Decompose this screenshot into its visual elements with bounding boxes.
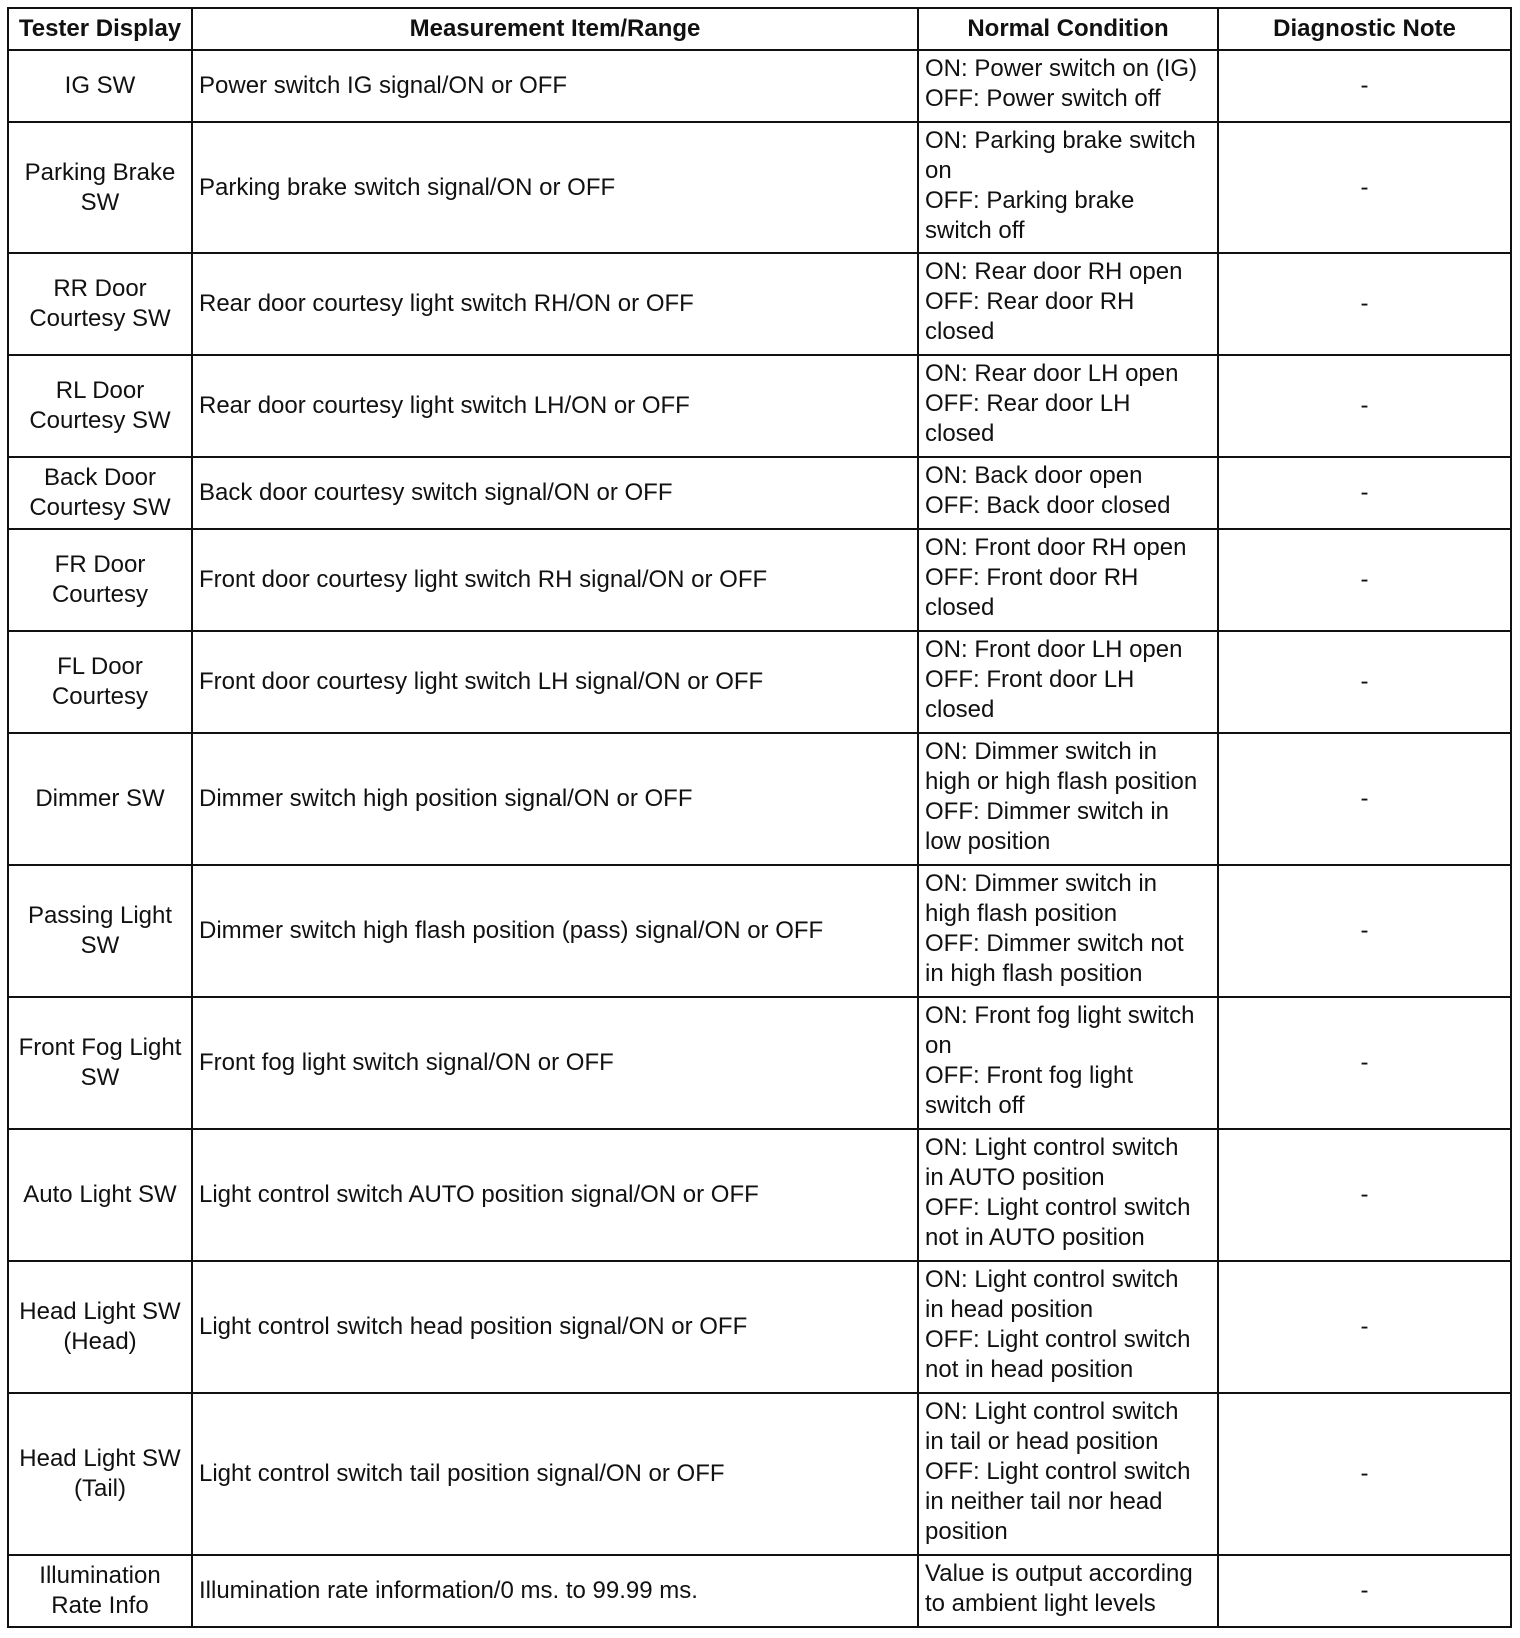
- header-measurement-item: Measurement Item/Range: [192, 8, 918, 50]
- diagnostic-note-cell: -: [1218, 253, 1511, 355]
- table-row: [8, 1261, 1511, 1393]
- measurement-item-cell: Front door courtesy light switch RH signal/ON or OFF: [192, 529, 918, 631]
- condition-line: switch off: [925, 217, 1025, 244]
- condition-line: in tail or head position: [925, 1428, 1159, 1455]
- diagnostic-note-cell: -: [1218, 865, 1511, 997]
- normal-condition-cell: [918, 997, 1218, 1129]
- normal-condition-cell: [918, 733, 1218, 865]
- diagnostic-note-cell: -: [1218, 355, 1511, 457]
- measurement-item-cell: Parking brake switch signal/ON or OFF: [192, 122, 918, 253]
- measurement-item-cell: Light control switch tail position signal/ON or OFF: [192, 1393, 918, 1555]
- condition-line: ON: Back door open: [925, 462, 1143, 489]
- condition-line: OFF: Rear door RH: [925, 288, 1135, 315]
- header-diagnostic-note: Diagnostic Note: [1218, 8, 1511, 50]
- diagnostic-note-cell: -: [1218, 1261, 1511, 1393]
- header-normal-condition: Normal Condition: [918, 8, 1218, 50]
- display-line: Courtesy: [51, 683, 149, 710]
- tester-display-cell: [8, 1555, 192, 1627]
- condition-line: OFF: Front fog light: [925, 1062, 1134, 1089]
- condition-line: OFF: Dimmer switch not: [925, 930, 1184, 957]
- display-line: RR Door: [53, 275, 147, 302]
- diagnostic-data-table: [7, 7, 1512, 1628]
- condition-line: high or high flash position: [925, 768, 1198, 795]
- condition-line: OFF: Back door closed: [925, 492, 1171, 519]
- normal-condition-cell: [918, 457, 1218, 529]
- condition-line: on: [925, 1032, 952, 1059]
- condition-line: not in head position: [925, 1356, 1134, 1383]
- condition-line: ON: Power switch on (IG): [925, 55, 1198, 82]
- display-line: Head Light SW: [19, 1445, 181, 1472]
- diagnostic-note-cell: -: [1218, 1129, 1511, 1261]
- normal-condition-cell: [918, 122, 1218, 253]
- measurement-item-cell: Front door courtesy light switch LH signal/ON or OFF: [192, 631, 918, 733]
- condition-line: OFF: Power switch off: [925, 85, 1161, 112]
- condition-line: OFF: Light control switch: [925, 1326, 1191, 1353]
- tester-display-cell: [8, 122, 192, 253]
- tester-display-cell: [8, 997, 192, 1129]
- display-line: Auto Light SW: [23, 1181, 177, 1208]
- display-line: IG SW: [64, 72, 136, 99]
- tester-display-cell: [8, 50, 192, 122]
- diagnostic-note-cell: -: [1218, 631, 1511, 733]
- tester-display-cell: [8, 1393, 192, 1555]
- measurement-item-cell: Dimmer switch high flash position (pass) signal/ON or OFF: [192, 865, 918, 997]
- condition-line: Value is output according: [925, 1560, 1193, 1587]
- condition-line: ON: Light control switch: [925, 1398, 1179, 1425]
- measurement-item-cell: Light control switch AUTO position signal/ON or OFF: [192, 1129, 918, 1261]
- display-line: Parking Brake: [24, 158, 176, 186]
- condition-line: OFF: Rear door LH: [925, 390, 1131, 417]
- tester-display-cell: [8, 355, 192, 457]
- condition-line: ON: Parking brake switch: [925, 127, 1196, 154]
- diagnostic-note-cell: -: [1218, 457, 1511, 529]
- condition-line: OFF: Light control switch: [925, 1194, 1191, 1221]
- condition-line: in high flash position: [925, 960, 1143, 987]
- diagnostic-note-cell: -: [1218, 1393, 1511, 1555]
- table-row: [8, 997, 1511, 1129]
- display-line: SW: [80, 1064, 120, 1091]
- condition-line: high flash position: [925, 900, 1118, 927]
- tester-display-cell: [8, 529, 192, 631]
- condition-line: OFF: Front door RH: [925, 564, 1139, 591]
- normal-condition-cell: [918, 253, 1218, 355]
- tester-display-cell: [8, 631, 192, 733]
- display-line: (Head): [63, 1328, 137, 1355]
- display-line: Courtesy: [51, 581, 149, 608]
- normal-condition-cell: [918, 355, 1218, 457]
- table-row: [8, 355, 1511, 457]
- table-row: [8, 457, 1511, 529]
- table-row: [8, 733, 1511, 865]
- tester-display-cell: [8, 1261, 192, 1393]
- display-line: SW: [80, 932, 120, 959]
- measurement-item-cell: Rear door courtesy light switch RH/ON or OFF: [192, 253, 918, 355]
- table-row: [8, 1555, 1511, 1627]
- display-line: RL Door: [55, 377, 145, 404]
- condition-line: closed: [925, 696, 995, 723]
- measurement-item-cell: Rear door courtesy light switch LH/ON or OFF: [192, 355, 918, 457]
- condition-line: ON: Dimmer switch in: [925, 738, 1158, 765]
- display-line: Courtesy SW: [29, 305, 171, 332]
- display-line: SW: [80, 188, 120, 216]
- condition-line: ON: Light control switch: [925, 1134, 1179, 1161]
- condition-line: ON: Light control switch: [925, 1266, 1179, 1293]
- measurement-item-cell: Power switch IG signal/ON or OFF: [192, 50, 918, 122]
- display-line: Back Door: [43, 464, 157, 491]
- display-line: Courtesy SW: [29, 494, 171, 521]
- normal-condition-cell: [918, 529, 1218, 631]
- table-row: [8, 122, 1511, 253]
- condition-line: ON: Rear door RH open: [925, 258, 1183, 285]
- display-line: Passing Light: [27, 902, 173, 929]
- table-row: [8, 50, 1511, 122]
- condition-line: not in AUTO position: [925, 1224, 1145, 1251]
- display-line: Courtesy SW: [29, 407, 171, 434]
- measurement-item-cell: Dimmer switch high position signal/ON or OFF: [192, 733, 918, 865]
- display-line: Illumination: [39, 1562, 161, 1589]
- condition-line: low position: [925, 828, 1051, 855]
- diagnostic-note-cell: -: [1218, 1555, 1511, 1627]
- measurement-item-cell: Light control switch head position signal/ON or OFF: [192, 1261, 918, 1393]
- condition-line: OFF: Light control switch: [925, 1458, 1191, 1485]
- normal-condition-cell: [918, 1129, 1218, 1261]
- display-line: Dimmer SW: [35, 785, 165, 812]
- condition-line: ON: Dimmer switch in: [925, 870, 1158, 897]
- diagnostic-note-cell: -: [1218, 529, 1511, 631]
- table-row: [8, 631, 1511, 733]
- diagnostic-note-cell: -: [1218, 997, 1511, 1129]
- condition-line: ON: Front door RH open: [925, 534, 1187, 561]
- condition-line: ON: Rear door LH open: [925, 360, 1179, 387]
- normal-condition-cell: [918, 631, 1218, 733]
- table-row: [8, 865, 1511, 997]
- measurement-item-cell: Back door courtesy switch signal/ON or OFF: [192, 457, 918, 529]
- normal-condition-cell: [918, 865, 1218, 997]
- display-line: Rate Info: [51, 1592, 149, 1619]
- header-tester-display: Tester Display: [8, 8, 192, 50]
- table-row: [8, 253, 1511, 355]
- condition-line: position: [925, 1518, 1008, 1545]
- tester-display-cell: [8, 1129, 192, 1261]
- tester-display-cell: [8, 733, 192, 865]
- normal-condition-cell: [918, 50, 1218, 122]
- condition-line: ON: Front fog light switch: [925, 1002, 1195, 1029]
- tester-display-cell: [8, 253, 192, 355]
- normal-condition-cell: [918, 1393, 1218, 1555]
- condition-line: in head position: [925, 1296, 1094, 1323]
- display-line: (Tail): [74, 1475, 126, 1502]
- condition-line: closed: [925, 420, 995, 447]
- diagnostic-note-cell: -: [1218, 733, 1511, 865]
- table-row: [8, 1129, 1511, 1261]
- condition-line: OFF: Dimmer switch in: [925, 798, 1170, 825]
- normal-condition-cell: [918, 1261, 1218, 1393]
- tester-display-cell: [8, 457, 192, 529]
- table-row: [8, 1393, 1511, 1555]
- display-line: FL Door: [57, 653, 143, 680]
- condition-line: closed: [925, 318, 995, 345]
- measurement-item-cell: Front fog light switch signal/ON or OFF: [192, 997, 918, 1129]
- normal-condition-cell: [918, 1555, 1218, 1627]
- condition-line: on: [925, 157, 952, 184]
- diagnostic-note-cell: -: [1218, 122, 1511, 253]
- tester-display-cell: [8, 865, 192, 997]
- condition-line: OFF: Parking brake: [925, 187, 1135, 214]
- condition-line: ON: Front door LH open: [925, 636, 1183, 663]
- header-row: [8, 8, 1511, 50]
- measurement-item-cell: Illumination rate information/0 ms. to 99.99 ms.: [192, 1555, 918, 1627]
- condition-line: OFF: Front door LH: [925, 666, 1135, 693]
- table-body: [8, 50, 1511, 1627]
- condition-line: switch off: [925, 1092, 1025, 1119]
- table-row: [8, 529, 1511, 631]
- display-line: Head Light SW: [19, 1298, 181, 1325]
- condition-line: closed: [925, 594, 995, 621]
- diagnostic-note-cell: -: [1218, 50, 1511, 122]
- condition-line: in AUTO position: [925, 1164, 1105, 1191]
- display-line: FR Door: [54, 551, 146, 578]
- display-line: Front Fog Light: [18, 1034, 182, 1061]
- condition-line: in neither tail nor head: [925, 1488, 1163, 1515]
- condition-line: to ambient light levels: [925, 1590, 1156, 1617]
